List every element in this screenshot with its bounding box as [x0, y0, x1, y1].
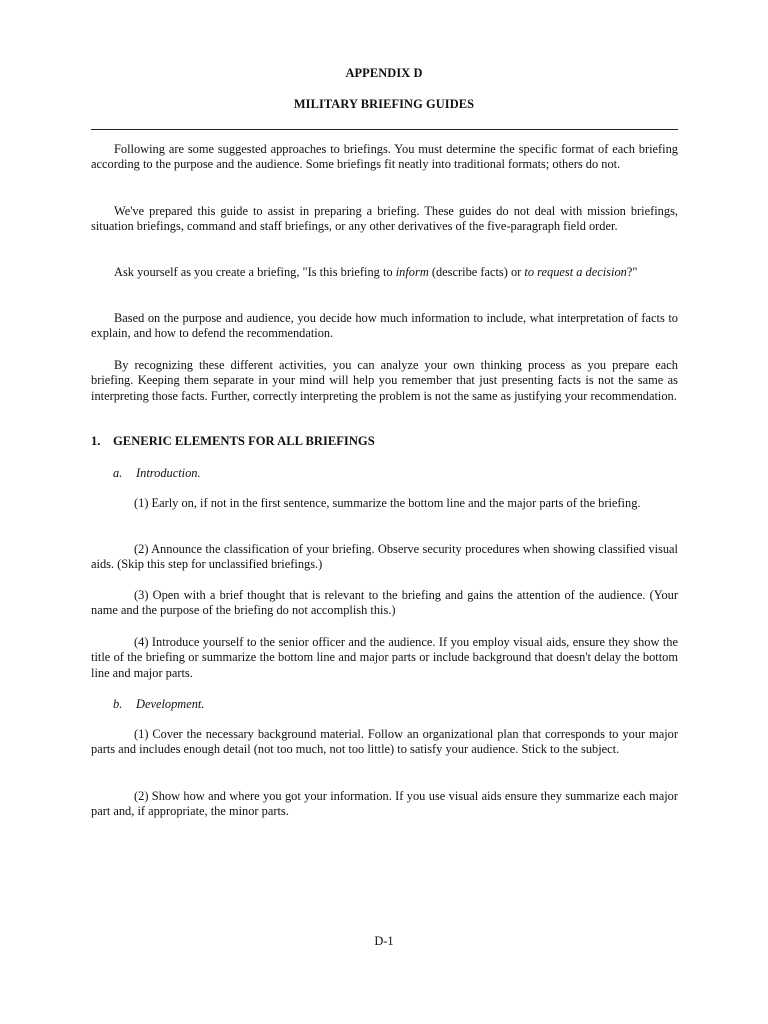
page-title: MILITARY BRIEFING GUIDES [293, 97, 475, 111]
intro-p3-text-b: (describe facts) or [428, 265, 525, 279]
subsection-b-title: Development. [136, 697, 205, 711]
subsection-a-title: Introduction. [136, 466, 201, 480]
subsection-b-heading [113, 697, 204, 712]
intro-paragraph-4: Based on the purpose and audience, you decide how much information to include, what interpretation of facts to explain, and how to defend the recommendation. [91, 311, 678, 341]
page-number: D-1 [374, 934, 394, 948]
request-decision-emphasis: to request a decision [524, 265, 627, 279]
section-1-title: GENERIC ELEMENTS FOR ALL BRIEFINGS [113, 434, 375, 448]
inform-emphasis: inform [395, 265, 429, 279]
intro-paragraph-1: Following are some suggested approaches to briefings. You must determine the specific format of each briefing according to the purpose and the audience. Some briefings fit neatly into traditional formats; others do not. [91, 142, 678, 172]
intro-paragraph-5: By recognizing these different activities, you can analyze your own thinking process as you prepare each briefing. Keeping them separate in your mind will help you remember that just presenting facts is not the same as interpreting those facts. Further, correctly interpreting the problem is not the same as justifying your recommendation. [91, 358, 678, 403]
intro-p3-text-c: ?" [626, 265, 638, 279]
section-1-heading [91, 434, 375, 449]
subsection-b-letter: b. [113, 697, 123, 711]
intro-item-1: (1) Early on, if not in the first sentence, summarize the bottom line and the major parts of the briefing. [134, 496, 641, 510]
intro-paragraph-2: We've prepared this guide to assist in preparing a briefing. These guides do not deal with mission briefings, situation briefings, command and staff briefings, or any other derivatives of the five-paragraph field order. [91, 204, 678, 234]
section-1-number: 1. [91, 434, 101, 448]
intro-p3-text-a: Ask yourself as you create a briefing, "Is this briefing to [114, 265, 396, 279]
subsection-a-letter: a. [113, 466, 123, 480]
intro-item-2: (2) Announce the classification of your briefing. Observe security procedures when showing classified visual aids. (Skip this step for unclassified briefings.) [91, 542, 678, 572]
development-item-2: (2) Show how and where you got your information. If you use visual aids ensure they summarize each major part and, if appropriate, the minor parts. [91, 789, 678, 819]
intro-paragraph-3 [91, 265, 678, 280]
intro-item-3: (3) Open with a brief thought that is relevant to the briefing and gains the attention of the audience. (Your name and the purpose of the briefing do not accomplish this.) [91, 588, 678, 618]
appendix-label: APPENDIX D [345, 66, 423, 80]
intro-item-4: (4) Introduce yourself to the senior officer and the audience. If you employ visual aids, ensure they show the title of the briefing or summarize the bottom line and major parts or include background that doesn't delay the bottom line and major parts. [91, 635, 678, 680]
subsection-a-heading [113, 466, 201, 481]
title-divider [91, 129, 678, 130]
development-item-1: (1) Cover the necessary background material. Follow an organizational plan that corresponds to your major parts and includes enough detail (not too much, not too little) to satisfy your audience. Stick to the subject. [91, 727, 678, 757]
